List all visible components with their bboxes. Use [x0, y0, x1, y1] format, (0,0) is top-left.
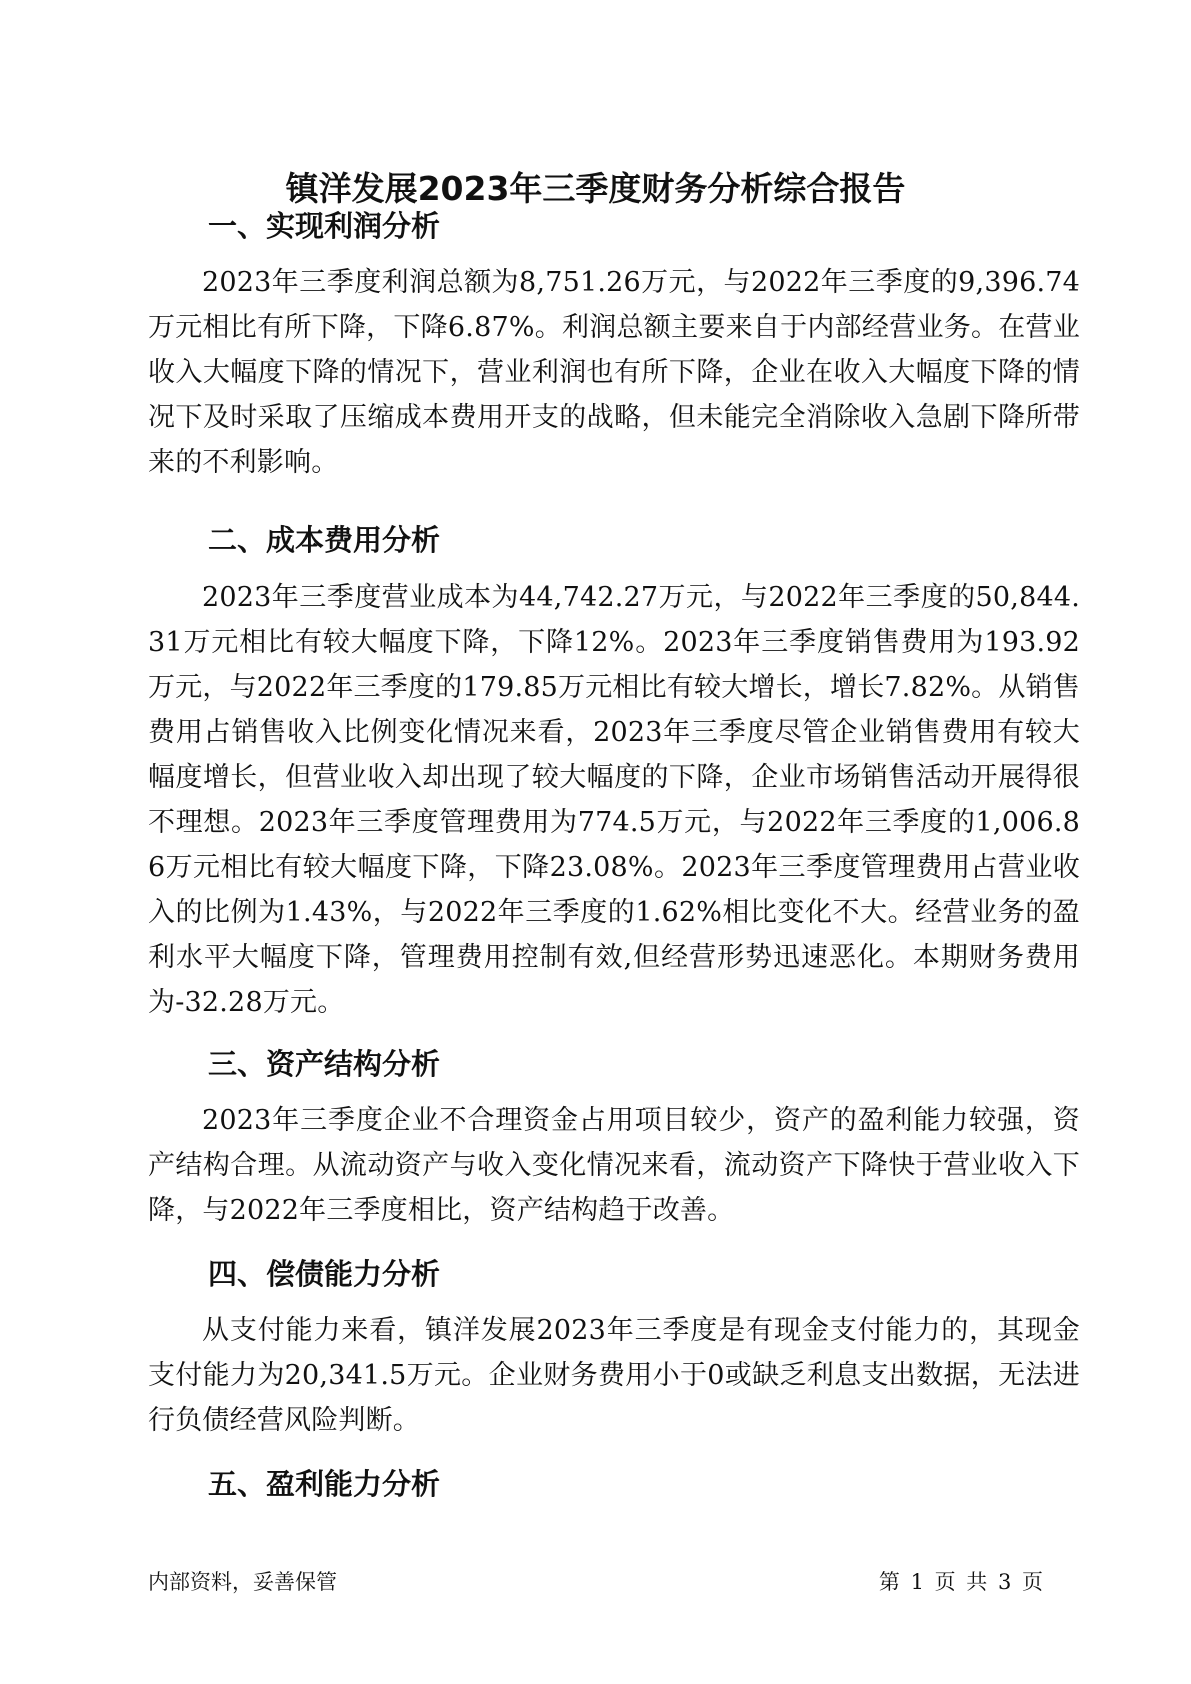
section-heading-cost: 二、成本费用分析	[208, 523, 441, 557]
footer-confidential-note: 内部资料，妥善保管	[148, 1570, 337, 1594]
document-title: 镇洋发展2023年三季度财务分析综合报告	[285, 169, 906, 209]
section-paragraph-cost: 2023年三季度营业成本为44,742.27万元，与2022年三季度的50,844.31万元相比有较大幅度下降，下降12%。2023年三季度销售费用为193.92万元，与2022年三季度的179.85万元相比有较大增长，增长7.82%。从销售费用占销售收入比例变化情况来看，2023年三季度尽管企业销售费用有较大幅度增长，但营业收入却出现了较大幅度的下降，企业市场销售活动开展得很不理想。2023年三季度管理费用为774.5万元，与2022年三季度的1,006.86万元相比有较大幅度下降，下降23.08%。2023年三季度管理费用占营业收入的比例为1.43%，与2022年三季度的1.62%相比变化不大。经营业务的盈利水平大幅度下降，管理费用控制有效,但经营形势迅速恶化。本期财务费用为-32.28万元。	[148, 582, 1080, 1018]
section-heading-assets: 三、资产结构分析	[208, 1047, 441, 1081]
section-paragraph-profit: 2023年三季度利润总额为8,751.26万元，与2022年三季度的9,396.74万元相比有所下降，下降6.87%。利润总额主要来自于内部经营业务。在营业收入大幅度下降的情况下，营业利润也有所下降，企业在收入大幅度下降的情况下及时采取了压缩成本费用开支的战略，但未能完全消除收入急剧下降所带来的不利影响。	[148, 267, 1080, 478]
section-heading-profit: 一、实现利润分析	[208, 209, 441, 243]
section-heading-profitability: 五、盈利能力分析	[208, 1467, 441, 1501]
footer-page-number: 第 1 页 共 3 页	[878, 1570, 1043, 1594]
section-heading-solvency: 四、偿债能力分析	[208, 1257, 441, 1291]
section-paragraph-assets: 2023年三季度企业不合理资金占用项目较少，资产的盈利能力较强，资产结构合理。从流动资产与收入变化情况来看，流动资产下降快于营业收入下降，与2022年三季度相比，资产结构趋于改善。	[148, 1105, 1080, 1226]
section-paragraph-solvency: 从支付能力来看，镇洋发展2023年三季度是有现金支付能力的，其现金支付能力为20,341.5万元。企业财务费用小于0或缺乏利息支出数据，无法进行负债经营风险判断。	[148, 1315, 1080, 1436]
